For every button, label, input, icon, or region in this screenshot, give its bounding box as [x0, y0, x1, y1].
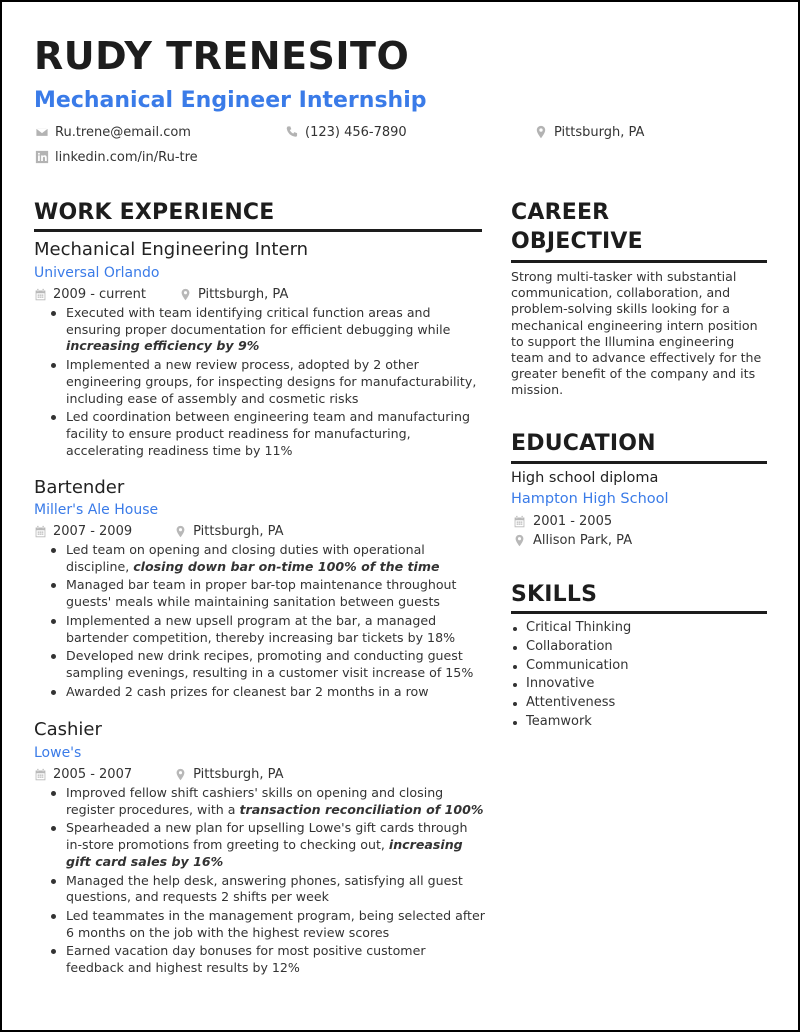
job-meta	[34, 288, 288, 301]
location-pin-icon	[174, 525, 187, 538]
phone-icon	[285, 125, 299, 139]
career-objective-rule	[511, 260, 767, 263]
list-item: Implemented a new upsell program at the bar, a managed bartender competition, thereby increasing bar tickets by 18%	[48, 613, 486, 646]
calendar-icon	[34, 768, 47, 781]
education-heading: EDUCATION	[511, 431, 656, 456]
education-dates	[513, 515, 612, 528]
job-dates	[34, 768, 132, 781]
job-location	[174, 525, 283, 538]
list-item: Led team on opening and closing duties with operational discipline, closing down bar on-time 100% of the time	[48, 542, 486, 575]
company-name: Miller's Ale House	[34, 502, 159, 518]
job-dates-text: 2005 - 2007	[53, 767, 133, 782]
list-item: Led coordination between engineering team and manufacturing facility to ensure product readiness for manufacturing, accelerating readiness time by 11%	[48, 409, 486, 459]
skill-item: Attentiveness	[511, 694, 631, 713]
education-location-text: Allison Park, PA	[533, 533, 633, 548]
skills-heading: SKILLS	[511, 582, 598, 607]
skill-item: Critical Thinking	[511, 619, 631, 638]
job-title: Bartender	[34, 477, 125, 498]
location-pin-icon	[534, 125, 548, 139]
job-dates-text: 2009 - current	[53, 287, 146, 302]
resume-page	[2, 2, 798, 1030]
job-dates	[34, 525, 132, 538]
email-contact[interactable]	[35, 125, 191, 139]
education-degree: High school diploma	[511, 470, 659, 486]
list-item: Earned vacation day bonuses for most positive customer feedback and highest results by 12%	[48, 943, 486, 976]
company-name: Lowe's	[34, 745, 82, 761]
linkedin-icon	[35, 150, 49, 164]
skills-rule	[511, 611, 767, 614]
email-text: Ru.trene@email.com	[55, 124, 191, 140]
skills-list	[511, 619, 631, 732]
phone-text: (123) 456-7890	[305, 124, 407, 140]
calendar-icon	[34, 288, 47, 301]
education-dates-text: 2001 - 2005	[533, 514, 613, 529]
location-pin-icon	[174, 768, 187, 781]
phone-contact[interactable]	[285, 125, 407, 139]
work-experience-heading: WORK EXPERIENCE	[34, 200, 275, 225]
job-meta	[34, 768, 284, 781]
job-location-text: Pittsburgh, PA	[193, 767, 284, 782]
career-objective-heading-line1: CAREER	[511, 200, 610, 225]
job-dates-text: 2007 - 2009	[53, 524, 133, 539]
calendar-icon	[513, 515, 526, 528]
location-contact	[534, 125, 644, 139]
job-bullets	[48, 542, 486, 702]
job-title: Cashier	[34, 719, 102, 740]
company-name: Universal Orlando	[34, 265, 160, 281]
location-pin-icon	[513, 534, 526, 547]
job-meta	[34, 525, 284, 538]
list-item: Awarded 2 cash prizes for cleanest bar 2 months in a row	[48, 684, 486, 701]
list-item: Developed new drink recipes, promoting and conducting guest sampling evenings, resulting in a customer visit increase of 15%	[48, 648, 486, 681]
linkedin-contact[interactable]	[35, 150, 198, 164]
location-pin-icon	[179, 288, 192, 301]
job-bullets	[48, 785, 486, 979]
education-rule	[511, 461, 767, 464]
skill-item: Collaboration	[511, 638, 631, 657]
career-objective-heading-line2: OBJECTIVE	[511, 229, 643, 254]
location-text: Pittsburgh, PA	[554, 124, 645, 140]
list-item: Spearheaded a new plan for upselling Lowe's gift cards through in-store promotions from greeting to checking out, increasing gift card sales by 16%	[48, 820, 486, 870]
list-item: Executed with team identifying critical function areas and ensuring proper documentation for efficient debugging while increasing efficiency by 9%	[48, 305, 486, 355]
candidate-name: RUDY TRENESITO	[34, 34, 410, 78]
list-item: Led teammates in the management program, being selected after 6 months on the job with the highest review scores	[48, 908, 486, 941]
job-location	[174, 768, 283, 781]
work-experience-rule	[34, 229, 482, 232]
skill-item: Innovative	[511, 675, 631, 694]
job-location-text: Pittsburgh, PA	[193, 524, 284, 539]
career-objective-text: Strong multi-tasker with substantial communication, collaboration, and problem-solving skills looking for a mechanical engineering intern position to support the Illumina engineering team and to advance effectively for the greater benefit of the company and its mission.	[511, 269, 762, 398]
job-location-text: Pittsburgh, PA	[197, 287, 289, 302]
list-item: Improved fellow shift cashiers' skills on opening and closing register procedures, with a transaction reconciliation of 100%	[48, 785, 486, 818]
mail-icon	[35, 125, 49, 139]
job-title: Mechanical Engineering Intern	[34, 239, 309, 260]
list-item: Implemented a new review process, adopted by 2 other engineering groups, for inspecting designs for manufacturability, including ease of assembly and cosmetic risks	[48, 357, 486, 407]
job-location	[179, 288, 288, 301]
list-item: Managed bar team in proper bar-top maintenance throughout guests' meals while maintaining sanitation between guests	[48, 577, 486, 610]
list-item: Managed the help desk, answering phones, satisfying all guest questions, and requests 2 shifts per week	[48, 873, 486, 906]
calendar-icon	[34, 525, 47, 538]
job-bullets	[48, 305, 486, 461]
job-dates	[34, 288, 146, 301]
linkedin-text: linkedin.com/in/Ru-tre	[55, 149, 198, 165]
education-school: Hampton High School	[511, 491, 669, 507]
education-location	[513, 534, 632, 547]
skill-item: Communication	[511, 657, 631, 676]
skill-item: Teamwork	[511, 713, 631, 732]
candidate-title: Mechanical Engineer Internship	[34, 88, 427, 113]
